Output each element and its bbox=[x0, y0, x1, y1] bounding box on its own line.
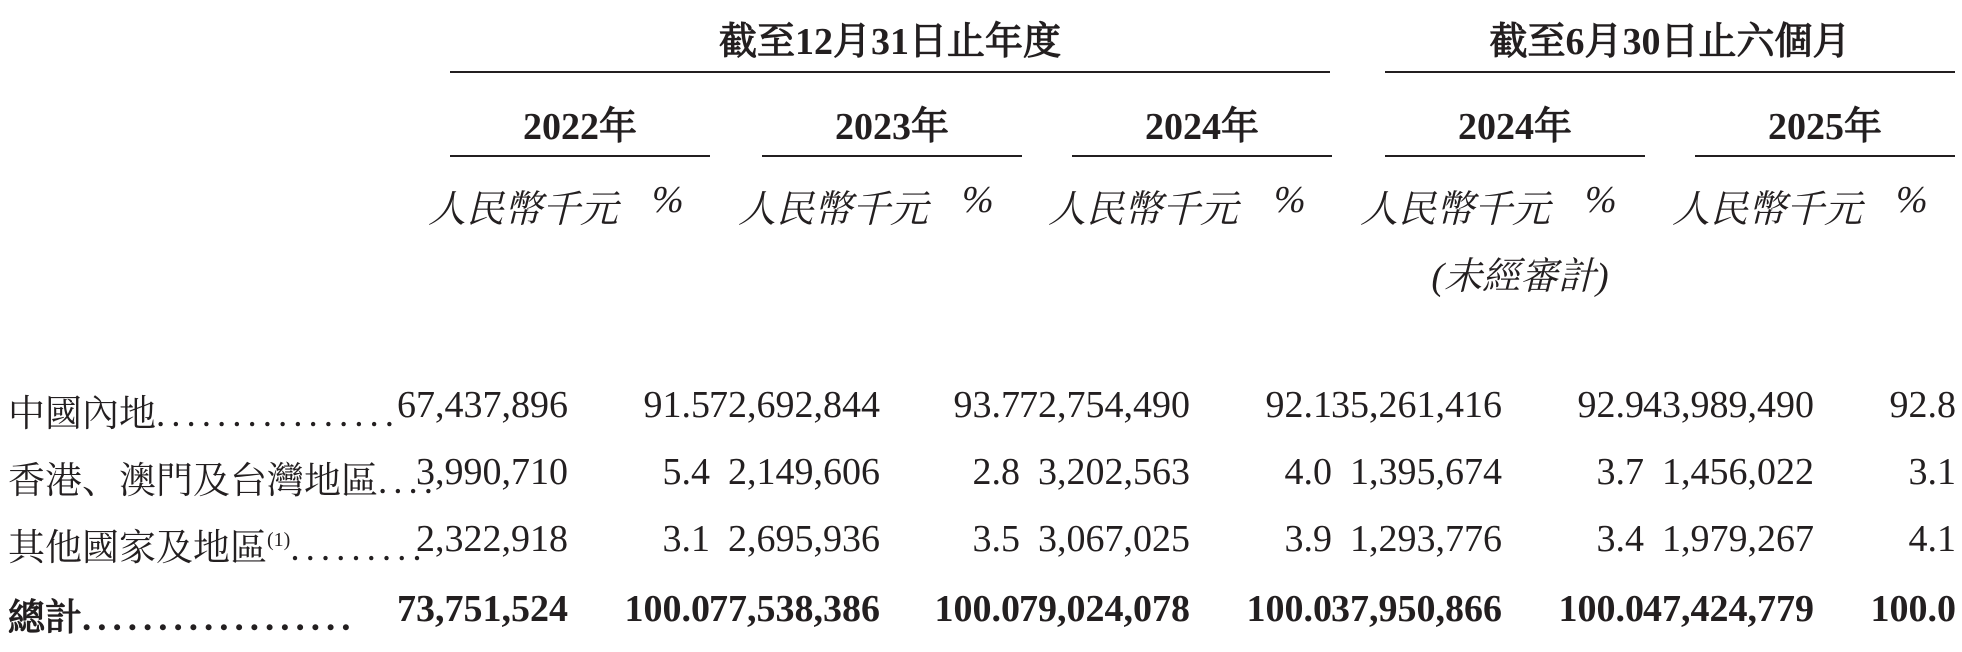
footnote-marker: (1) bbox=[267, 529, 291, 551]
percent-cell: 3.5 bbox=[972, 518, 1020, 560]
amount-cell: 3,202,563 bbox=[1038, 451, 1190, 493]
year-rule-2025 bbox=[1695, 155, 1955, 157]
year-rule-2023 bbox=[762, 155, 1022, 157]
amount-cell: 2,149,606 bbox=[728, 451, 880, 493]
year-header-2024: 2024年 bbox=[1144, 106, 1259, 148]
row-label-text: 中國內地 bbox=[8, 394, 156, 435]
year-header-2022: 2022年 bbox=[522, 106, 637, 148]
table-row-label bbox=[8, 450, 439, 504]
amount-cell: 43,989,490 bbox=[1643, 384, 1814, 426]
amount-cell: 67,437,896 bbox=[397, 384, 568, 426]
percent-header-2023: % bbox=[962, 179, 994, 221]
amount-cell: 77,538,386 bbox=[709, 588, 880, 630]
amount-cell: 1,456,022 bbox=[1662, 451, 1814, 493]
amount-cell: 47,424,779 bbox=[1643, 588, 1814, 630]
unit-header-2023: 人民幣千元 bbox=[738, 189, 929, 231]
year-header-2025: 2025年 bbox=[1767, 106, 1882, 148]
percent-cell: 100.0 bbox=[1870, 588, 1956, 630]
percent-header-2024-six-months: % bbox=[1585, 179, 1617, 221]
amount-cell: 3,067,025 bbox=[1038, 518, 1190, 560]
year-header-2023: 2023年 bbox=[834, 106, 949, 148]
year-rule-2022 bbox=[450, 155, 710, 157]
year-header-2024-six-months: 2024年 bbox=[1457, 106, 1572, 148]
unit-header-2024-six-months: 人民幣千元 bbox=[1360, 189, 1551, 231]
leader-dots: ................ bbox=[156, 394, 400, 435]
unaudited-note: (未經審計) bbox=[1431, 256, 1609, 298]
table-row-label bbox=[8, 587, 357, 641]
amount-cell: 37,950,866 bbox=[1331, 588, 1502, 630]
percent-cell: 100.0 bbox=[1558, 588, 1644, 630]
amount-cell: 79,024,078 bbox=[1019, 588, 1190, 630]
percent-cell: 4.1 bbox=[1908, 518, 1956, 560]
percent-cell: 2.8 bbox=[972, 451, 1020, 493]
unit-header-2022: 人民幣千元 bbox=[428, 189, 619, 231]
percent-cell: 100.0 bbox=[624, 588, 710, 630]
row-label-text: 其他國家及地區 bbox=[8, 528, 267, 569]
percent-cell: 91.5 bbox=[643, 384, 710, 426]
leader-dots: .................. bbox=[82, 598, 357, 639]
amount-cell: 2,322,918 bbox=[416, 518, 568, 560]
period-header-fiscal-year: 截至12月31日止年度 bbox=[718, 21, 1061, 63]
percent-cell: 3.7 bbox=[1596, 451, 1644, 493]
amount-cell: 1,293,776 bbox=[1350, 518, 1502, 560]
period-rule-fiscal-year bbox=[450, 71, 1330, 73]
table-row-label bbox=[8, 383, 400, 437]
percent-cell: 100.0 bbox=[1246, 588, 1332, 630]
leader-dots: .... bbox=[378, 461, 439, 502]
percent-cell: 5.4 bbox=[662, 451, 710, 493]
percent-header-2024: % bbox=[1274, 179, 1306, 221]
amount-cell: 1,979,267 bbox=[1662, 518, 1814, 560]
leader-dots: ......... bbox=[290, 528, 428, 569]
percent-header-2022: % bbox=[652, 179, 684, 221]
table-row-label bbox=[8, 517, 428, 571]
percent-cell: 4.0 bbox=[1284, 451, 1332, 493]
amount-cell: 3,990,710 bbox=[416, 451, 568, 493]
amount-cell: 1,395,674 bbox=[1350, 451, 1502, 493]
unit-header-2025: 人民幣千元 bbox=[1672, 189, 1863, 231]
row-label-text: 香港、澳門及台灣地區 bbox=[8, 461, 378, 502]
amount-cell: 72,692,844 bbox=[709, 384, 880, 426]
year-rule-2024 bbox=[1072, 155, 1332, 157]
percent-cell: 93.7 bbox=[953, 384, 1020, 426]
percent-header-2025: % bbox=[1896, 179, 1928, 221]
period-rule-six-months bbox=[1385, 71, 1955, 73]
unit-header-2024: 人民幣千元 bbox=[1048, 189, 1239, 231]
percent-cell: 3.1 bbox=[1908, 451, 1956, 493]
row-label-text: 總計 bbox=[8, 598, 82, 639]
percent-cell: 92.1 bbox=[1265, 384, 1332, 426]
percent-cell: 3.4 bbox=[1596, 518, 1644, 560]
amount-cell: 35,261,416 bbox=[1331, 384, 1502, 426]
percent-cell: 92.8 bbox=[1889, 384, 1956, 426]
amount-cell: 2,695,936 bbox=[728, 518, 880, 560]
amount-cell: 72,754,490 bbox=[1019, 384, 1190, 426]
period-header-six-months: 截至6月30日止六個月 bbox=[1489, 21, 1851, 63]
percent-cell: 3.1 bbox=[662, 518, 710, 560]
percent-cell: 100.0 bbox=[934, 588, 1020, 630]
percent-cell: 92.9 bbox=[1577, 384, 1644, 426]
year-rule-2024-six-months bbox=[1385, 155, 1645, 157]
amount-cell: 73,751,524 bbox=[397, 588, 568, 630]
percent-cell: 3.9 bbox=[1284, 518, 1332, 560]
